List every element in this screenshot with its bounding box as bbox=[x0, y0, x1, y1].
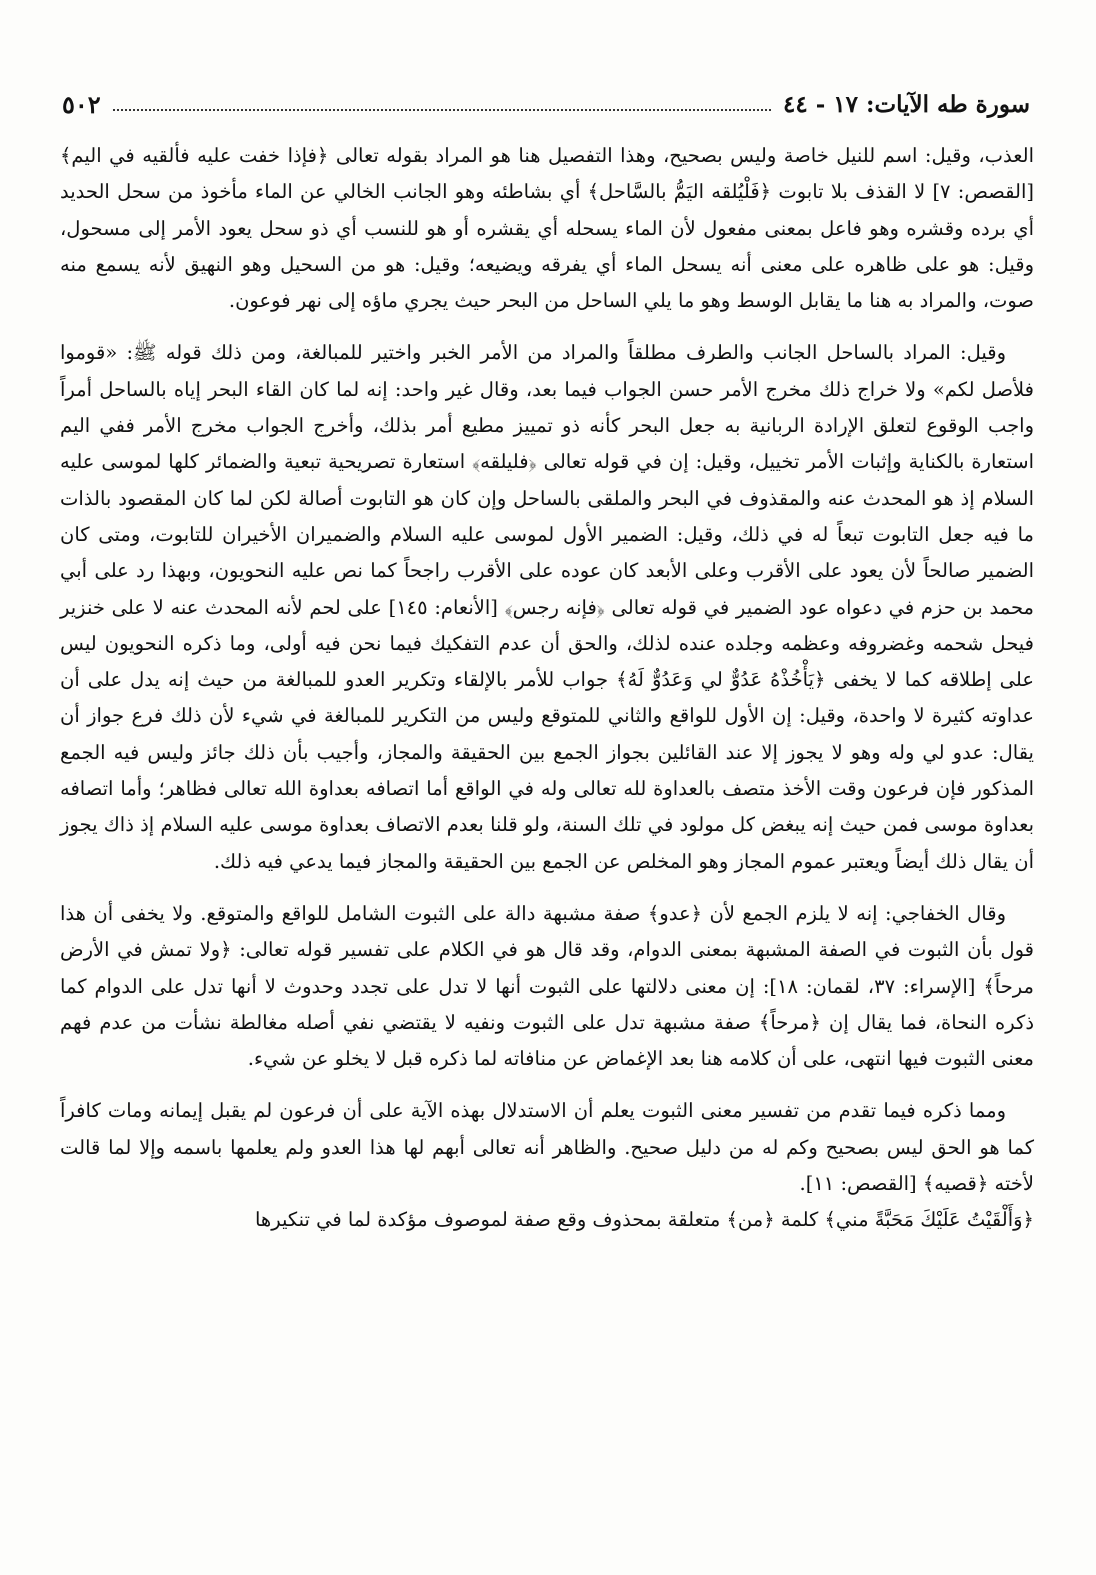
paragraph-4: ومما ذكره فيما تقدم من تفسير معنى الثبوت يعلم أن الاستدلال بهذه الآية على أن فرعون لم يقبل إيمانه ومات كافراً كما هو الحق ليس بصحيح وكم له من دليل صحيح. والظاهر أنه تعالى أبهم لها هذا العدو ولم يعلمها باسمه وإلا لما قالت لأخته ﴿قصيه﴾ [القصص: ١١]. bbox=[60, 1099, 1034, 1196]
paragraph-gap bbox=[60, 1077, 1034, 1093]
paragraph-2: وقيل: المراد بالساحل الجانب والطرف مطلقاً والمراد من الأمر الخبر واختير للمبالغة، ومن ذلك قوله ﷺ: «قوموا فلأصل لكم» ولا خراج ذلك مخرج الأمر حسن الجواب فيما بعد، وقال غير واحد: إنه لما كان القاء البحر إياه بالساحل أمراً واجب الوقوع لتعلق الإرادة الربانية به جعل البحر كأنه ذو تمييز مطيع أمر بذلك، وأخرج الجواب مخرج الأمر ففي اليم استعارة بالكناية وإثبات الأمر تخييل، وقيل: إن في قوله تعالى ﴿فليلقه﴾ استعارة تصريحية تبعية والضمائر كلها لموسى عليه السلام إذ هو المحدث عنه والمقذوف في البحر والملقى بالساحل وإن كان هو التابوت أصالة لكن لما كان المقصود بالذات ما فيه جعل التابوت تبعاً له في ذلك، وقيل: الضمير الأول لموسى عليه السلام والضميران الأخيران للتابوت، ومتى كان الضمير صالحاً لأن يعود على الأقرب وعلى الأبعد كان عوده على الأقرب راجحاً كما نص عليه النحويون، وبهذا رد على أبي محمد بن حزم في دعواه عود الضمير في قوله تعالى ﴿فإنه رجس﴾ [الأنعام: ١٤٥] على لحم لأنه المحدث عنه لا على خنزير فيحل شحمه وغضروفه وعظمه وجلده عنده لذلك، والحق أن عدم التفكيك فيما نحن فيه أولى، وما ذكره النحويون ليس على إطلاقه كما لا يخفى ﴿يَأْخُذْهُ عَدُوٌّ لي وَعَدُوٌّ لَهُ﴾ جواب للأمر بالإلقاء وتكرير العدو للمبالغة من حيث إنه يدل على أن عداوته كثيرة لا واحدة، وقيل: إن الأول للواقع والثاني للمتوقع وليس من التكرير للمبالغة في شيء لأن ذلك فرع جواز أن يقال: عدو لي وله وهو لا يجوز إلا عند القائلين بجواز الجمع بين الحقيقة والمجاز، وأجيب بأن ذلك جائز وليس فيه الجمع المذكور فإن فرعون وقت الأخذ متصف بالعداوة لله تعالى وله في الواقع أما اتصافه بعداوة الله تعالى فظاهر؛ وأما اتصافه بعداوة موسى فمن حيث إنه يبغض كل مولود في تلك السنة، ولو قلنا بعدم الاتصاف بعداوة موسى عليه السلام إذ ذاك يجوز أن يقال ذلك أيضاً ويعتبر عموم المجاز وهو المخلص عن الجمع بين الحقيقة والمجاز فيما يدعي فيه ذلك. bbox=[60, 341, 1035, 873]
surah-title: سورة طه الآيات: ١٧ - ٤٤ bbox=[782, 90, 1030, 118]
paragraph-gap bbox=[60, 880, 1034, 896]
page-number: ٥٠٢ bbox=[62, 89, 101, 119]
paragraph-3: وقال الخفاجي: إنه لا يلزم الجمع لأن ﴿عدو﴾ صفة مشبهة دالة على الثبوت الشامل للواقع والمتوقع. ولا يخفى أن هذا قول بأن الثبوت في الصفة المشبهة بمعنى الدوام، وقد قال هو في الكلام على تفسير قوله تعالى: ﴿ولا تمش في الأرض مرحاً﴾ [الإسراء: ٣٧، لقمان: ١٨]: إن معنى دلالتها على الثبوت أنها لا تدل على تجدد وحدوث لا أنها تدل على الدوام كما ذكره النحاة، فما يقال إن ﴿مرحاً﴾ صفة مشبهة تدل على الثبوت ونفيه لا يقتضي نفي أصله مغالطة نشأت من عدم فهم معنى الثبوت فيها انتهى، على أن كلامه هنا بعد الإغماض عن منافاته لما ذكره قبل لا يخلو عن شيء. bbox=[60, 901, 1034, 1071]
text-body bbox=[60, 138, 1034, 1239]
header-dotted-leader bbox=[113, 109, 771, 111]
paragraph-5: ﴿وَأَلْقَيْتُ عَلَيْكَ مَحَبَّةً مني﴾ كلمة ﴿من﴾ متعلقة بمحذوف وقع صفة لموصوف مؤكدة لما في تنكيرها bbox=[254, 1208, 1034, 1232]
running-header bbox=[62, 84, 1030, 124]
paragraph-gap bbox=[60, 319, 1034, 335]
paragraph-1: العذب، وقيل: اسم للنيل خاصة وليس بصحيح، وهذا التفصيل هنا هو المراد بقوله تعالى ﴿فإذا خفت عليه فألقيه في اليم﴾ [القصص: ٧] لا القذف بلا تابوت ﴿فَلْيُلقه اليَمُّ بالسَّاحل﴾ أي بشاطئه وهو الجانب الخالي عن الماء مأخوذ من سحل الحديد أي برده وقشره وهو فاعل بمعنى مفعول لأن الماء يسحله أي يقشره أو هو للنسب أي ذو سحل يعود الأمر إلى مسحول، وقيل: هو على ظاهره على معنى أنه يسحل الماء أي يفرقه ويضيعه؛ وقيل: هو من السحيل وهو النهيق لأنه يسمع منه صوت، والمراد به هنا ما يقابل الوسط وهو ما يلي الساحل من البحر حيث يجري ماؤه إلى نهر فوعون. bbox=[60, 144, 1034, 313]
